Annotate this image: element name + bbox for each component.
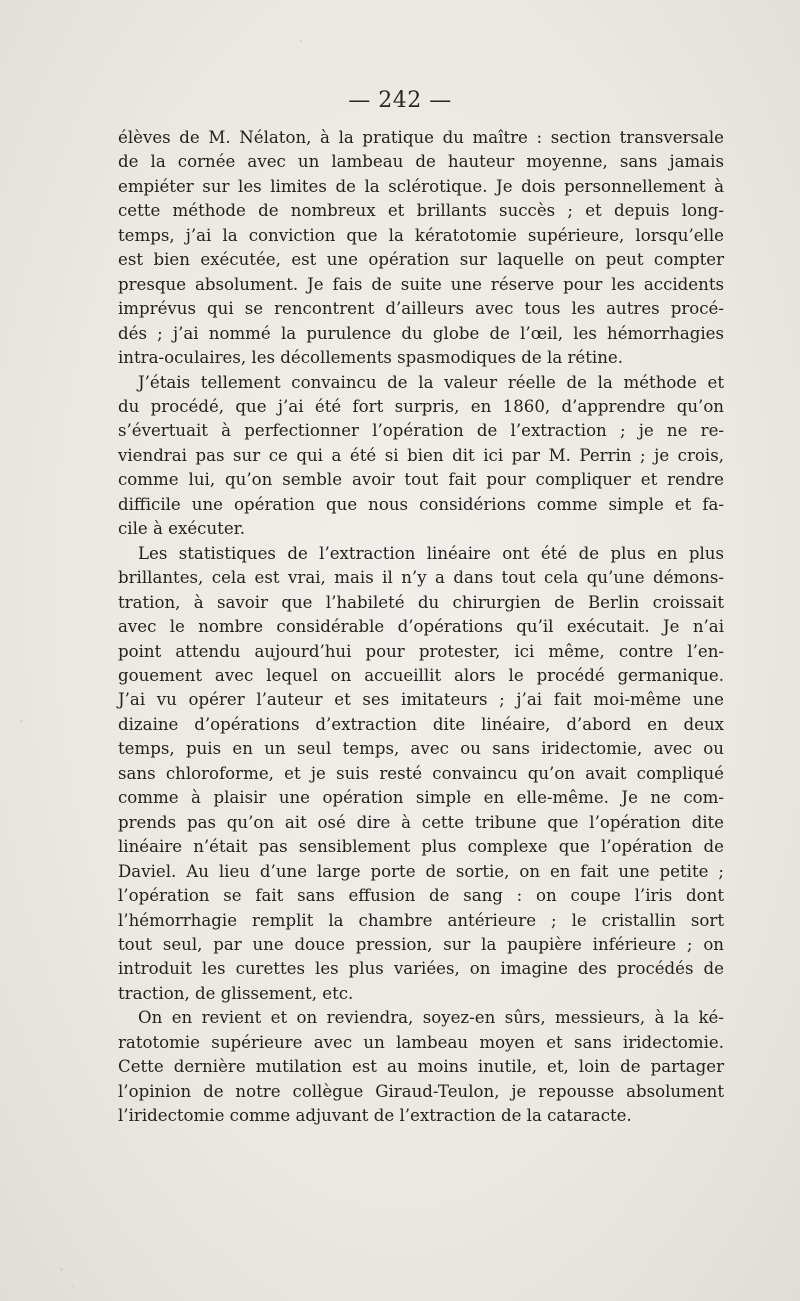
text-line: On en revient et on reviendra, soyez-en sûrs, messieurs, à la ké- (138, 1008, 724, 1028)
paper-speck (60, 1268, 63, 1271)
text-line: temps, j’ai la conviction que la kératotomie supérieure, lorsqu’elle (118, 225, 724, 245)
text-line: Cette dernière mutilation est au moins inutile, et, loin de partager (118, 1057, 724, 1077)
text-line: du procédé, que j’ai été fort surpris, en 1860, d’apprendre qu’on (118, 396, 724, 416)
text-line: traction, de glissement, etc. (118, 983, 354, 1003)
text-line: avec le nombre considérable d’opérations qu’il exécutait. Je n’ai (118, 617, 724, 637)
text-line: l’hémorrhagie remplit la chambre antérieure ; le cristallin sort (118, 910, 724, 930)
text-line: Les statistiques de l’extraction linéaire ont été de plus en plus (138, 543, 724, 563)
text-line: difficile une opération que nous considérions comme simple et fa- (118, 494, 724, 514)
paper-speck (300, 40, 302, 42)
text-line: cette méthode de nombreux et brillants succès ; et depuis long- (118, 201, 724, 221)
text-line: dizaine d’opérations d’extraction dite linéaire, d’abord en deux (118, 714, 724, 734)
text-line: est bien exécutée, est une opération sur laquelle on peut compter (118, 250, 724, 270)
text-line: J’étais tellement convaincu de la valeur réelle de la méthode et (138, 372, 724, 392)
paragraph (118, 126, 724, 371)
paper-speck (20, 720, 23, 722)
text-line: viendrai pas sur ce qui a été si bien dit ici par M. Perrin ; je crois, (118, 445, 724, 465)
text-line: tration, à savoir que l’habileté du chirurgien de Berlin croissait (118, 592, 724, 612)
text-line: l’iridectomie comme adjuvant de l’extraction de la cataracte. (118, 1106, 632, 1126)
paragraph (118, 542, 724, 1007)
text-line: intra-oculaires, les décollements spasmodiques de la rétine. (118, 348, 623, 368)
text-line: point attendu aujourd’hui pour protester, ici même, contre l’en- (118, 641, 724, 661)
text-line: l’opinion de notre collègue Giraud-Teulon, je repousse absolument (118, 1081, 724, 1101)
text-line: comme à plaisir une opération simple en elle-même. Je ne com- (118, 788, 724, 808)
text-line: prends pas qu’on ait osé dire à cette tribune que l’opération dite (118, 812, 724, 832)
text-line: linéaire n’était pas sensiblement plus complexe que l’opération de (118, 837, 724, 857)
text-line: empiéter sur les limites de la sclérotique. Je dois personnellement à (118, 176, 724, 196)
text-line: presque absolument. Je fais de suite une réserve pour les accidents (118, 274, 724, 294)
text-line: introduit les curettes les plus variées, on imagine des procédés de (118, 959, 724, 979)
page-number: — 242 — (348, 88, 452, 113)
text-line: Daviel. Au lieu d’une large porte de sortie, on en fait une petite ; (118, 861, 724, 881)
paper-speck (72, 1285, 74, 1287)
body-text (118, 126, 724, 1129)
text-line: l’opération se fait sans effusion de sang : on coupe l’iris dont (118, 886, 724, 906)
text-line: gouement avec lequel on accueillit alors le procédé germanique. (118, 665, 724, 685)
text-line: comme lui, qu’on semble avoir tout fait pour compliquer et rendre (118, 470, 724, 490)
paragraph (118, 1006, 724, 1128)
text-line: temps, puis en un seul temps, avec ou sans iridectomie, avec ou (118, 739, 724, 759)
text-line: élèves de M. Nélaton, à la pratique du maître : section transversale (118, 128, 724, 147)
text-line: ratotomie supérieure avec un lambeau moyen et sans iridectomie. (118, 1032, 724, 1052)
text-line: brillantes, cela est vrai, mais il n’y a dans tout cela qu’une démons- (118, 568, 724, 588)
text-line: cile à exécuter. (118, 519, 246, 539)
text-line: sans chloroforme, et je suis resté convaincu qu’on avait compliqué (118, 763, 724, 783)
text-line: imprévus qui se rencontrent d’ailleurs avec tous les autres procé- (118, 299, 724, 319)
text-line: de la cornée avec un lambeau de hauteur moyenne, sans jamais (118, 152, 724, 172)
text-line: s’évertuait à perfectionner l’opération de l’extraction ; je ne re- (118, 421, 724, 441)
text-line: dés ; j’ai nommé la purulence du globe de l’œil, les hémorrhagies (118, 323, 724, 343)
text-line: tout seul, par une douce pression, sur la paupière inférieure ; on (118, 934, 724, 954)
text-line: J’ai vu opérer l’auteur et ses imitateurs ; j’ai fait moi-même une (118, 690, 724, 710)
paragraph (118, 371, 724, 542)
